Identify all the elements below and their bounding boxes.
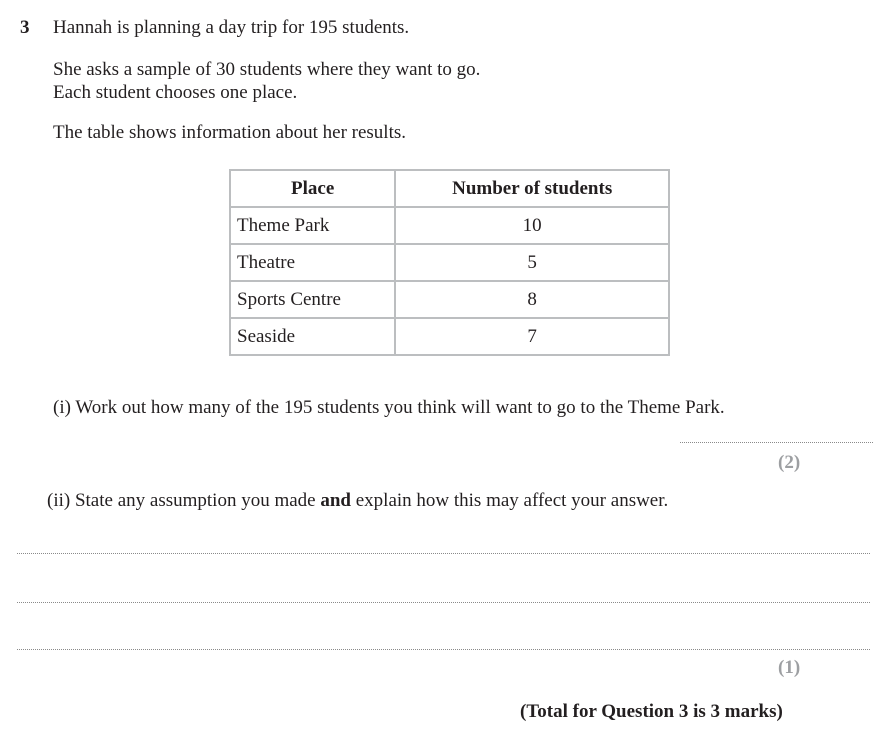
- part-i-answer-line[interactable]: [680, 442, 873, 443]
- part-i-prompt: (i) Work out how many of the 195 students you think will want to go to the Theme Park.: [53, 397, 725, 418]
- place-cell: Theme Park: [230, 207, 395, 244]
- header-number-of-students: Number of students: [395, 170, 669, 207]
- question-number: 3: [20, 17, 30, 38]
- sample-line: She asks a sample of 30 students where they want to go.: [53, 59, 481, 80]
- table-row: [230, 207, 669, 244]
- part-ii-text-before: (ii) State any assumption you made: [47, 490, 321, 511]
- part-ii-text-after: explain how this may affect your answer.: [350, 490, 669, 511]
- question-intro: Hannah is planning a day trip for 195 students.: [53, 17, 410, 38]
- question-total: (Total for Question 3 is 3 marks): [520, 701, 783, 722]
- part-ii-answer-line[interactable]: [17, 553, 870, 554]
- table-intro: The table shows information about her results.: [53, 122, 407, 143]
- table-row: [230, 281, 669, 318]
- place-cell: Sports Centre: [230, 281, 395, 318]
- part-ii-answer-line[interactable]: [17, 649, 870, 650]
- header-place: Place: [230, 170, 395, 207]
- part-ii-marks: (1): [778, 657, 801, 678]
- count-cell: 10: [395, 207, 669, 244]
- table-header-row: [230, 170, 669, 207]
- results-table: [229, 169, 670, 356]
- place-cell: Theatre: [230, 244, 395, 281]
- count-cell: 5: [395, 244, 669, 281]
- count-cell: 7: [395, 318, 669, 355]
- part-ii-prompt: [47, 490, 668, 512]
- place-cell: Seaside: [230, 318, 395, 355]
- part-i-marks: (2): [778, 452, 801, 473]
- part-ii-answer-line[interactable]: [17, 602, 870, 603]
- table-row: [230, 318, 669, 355]
- table-row: [230, 244, 669, 281]
- part-ii-text-bold: and: [320, 490, 351, 511]
- count-cell: 8: [395, 281, 669, 318]
- choice-line: Each student chooses one place.: [53, 82, 298, 103]
